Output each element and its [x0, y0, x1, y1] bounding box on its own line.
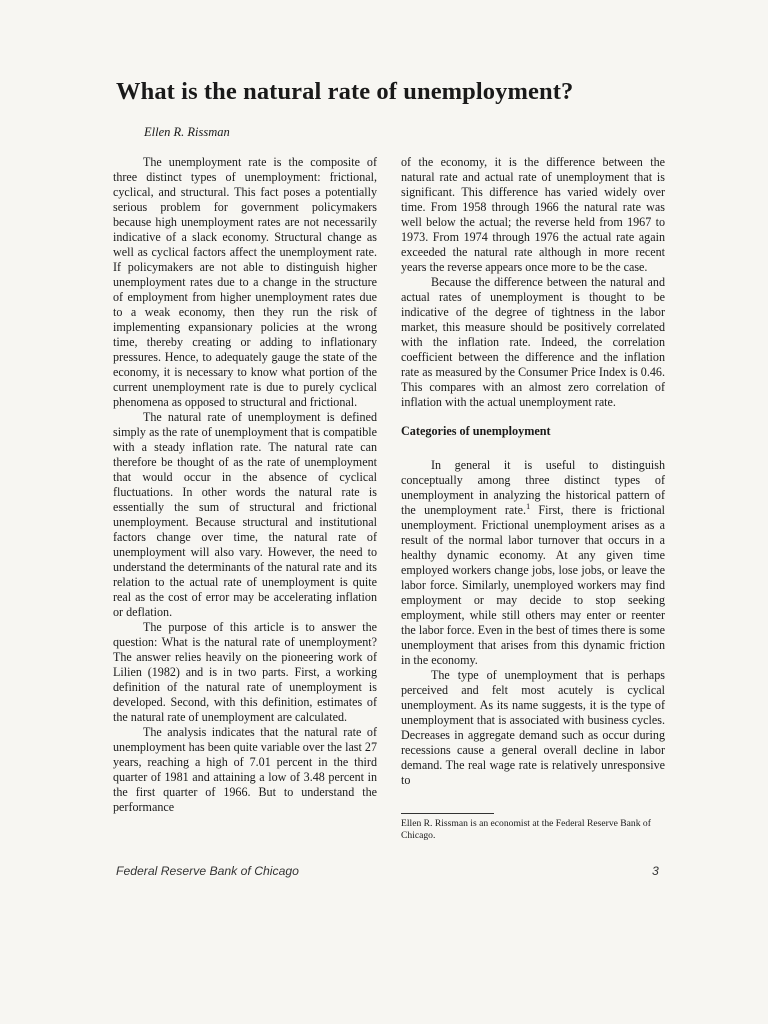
paragraph [401, 458, 665, 668]
section-heading: Categories of unemployment [401, 424, 551, 438]
paragraph: of the economy, it is the difference between the natural rate and actual rate of unemployment that is significant. This difference has varied widely over time. From 1958 through 1966 the natural rate was well below the actual; the reverse held from 1967 to 1973. From 1974 through 1976 the actual rate again exceeded the natural rate although in more recent years the reverse appears once more to be the case. [401, 155, 665, 274]
paragraph: The unemployment rate is the composite of three distinct types of unemployment: frictional, cyclical, and structural. This fact poses a potentially serious problem for government policymakers because high unemployment rates are not necessarily indicative of a slack economy. Structural change as well as cyclical factors affect the unemployment rate. If policymakers are not able to distinguish higher unemployment rates due to a change in the structure of employment from higher unemployment rates due to a weak economy, then they run the risk of implementing expansionary policies at the wrong time, thereby creating or adding to inflationary pressures. Hence, to adequately gauge the state of the economy, it is necessary to know what portion of the current unemployment rate is due to purely cyclical phenomena as opposed to structural and frictional. [113, 155, 377, 409]
left-column [113, 155, 377, 815]
footnote-marker: 1 [526, 501, 531, 511]
article-title: What is the natural rate of unemployment? [116, 78, 574, 105]
right-column [401, 155, 665, 788]
author-byline: Ellen R. Rissman [144, 125, 230, 139]
footnote-rule [401, 813, 494, 814]
paragraph-text: First, there is frictional unemployment. Frictional unemployment arises as a result of the normal labor turnover that occurs in a healthy dynamic economy. At any given time employed workers change jobs, lose jobs, or leave the labor force. Similarly, unemployed workers may find employment or may decide to stop seeking employment, while still others may enter or reenter the labor force. Even in the best of times there is some unemployment that arises from this dynamic friction in the economy. [401, 503, 665, 667]
paragraph: The type of unemployment that is perhaps perceived and felt most acutely is cyclical unemployment. As its name suggests, it is the type of unemployment that is associated with business cycles. Decreases in aggregate demand such as occur during recessions cause a general overall decline in labor demand. The real wage rate is relatively unresponsive to [401, 668, 665, 787]
paragraph: The natural rate of unemployment is defined simply as the rate of unemployment that is compatible with a steady inflation rate. The natural rate can therefore be thought of as the rate of unemployment that would occur in the absence of cyclical fluctuations. In other words the natural rate is essentially the sum of structural and frictional unemployment. Because structural and institutional factors change over time, the natural rate of unemployment will also vary. However, the need to understand the determinants of the natural rate and its relation to the actual rate of unemployment is quite real as the cost of error may be accelerating inflation or deflation. [113, 410, 377, 619]
running-footer: Federal Reserve Bank of Chicago [116, 864, 299, 878]
paragraph: The purpose of this article is to answer the question: What is the natural rate of unemployment? The answer relies heavily on the pioneering work of Lilien (1982) and is in two parts. First, a working definition of the natural rate of unemployment is developed. Second, with this definition, estimates of the natural rate of unemployment are calculated. [113, 620, 377, 724]
page-number: 3 [652, 864, 659, 878]
footnote: Ellen R. Rissman is an economist at the Federal Reserve Bank of Chicago. [401, 818, 651, 841]
paragraph: Because the difference between the natural and actual rates of unemployment is thought to be indicative of the degree of tightness in the labor market, this measure should be positively correlated with the inflation rate. Indeed, the correlation coefficient between the difference and the inflation rate as measured by the Consumer Price Index is 0.46. This compares with an almost zero correlation of inflation with the actual unemployment rate. [401, 275, 665, 409]
paragraph: The analysis indicates that the natural rate of unemployment has been quite variable over the last 27 years, reaching a high of 7.01 percent in the third quarter of 1981 and attaining a low of 3.48 percent in the first quarter of 1966. But to understand the performance [113, 725, 377, 814]
paragraph-text: In general it is useful to distinguish conceptually among three distinct types of unemployment in analyzing the historical pattern of the unemployment rate. [401, 458, 665, 517]
